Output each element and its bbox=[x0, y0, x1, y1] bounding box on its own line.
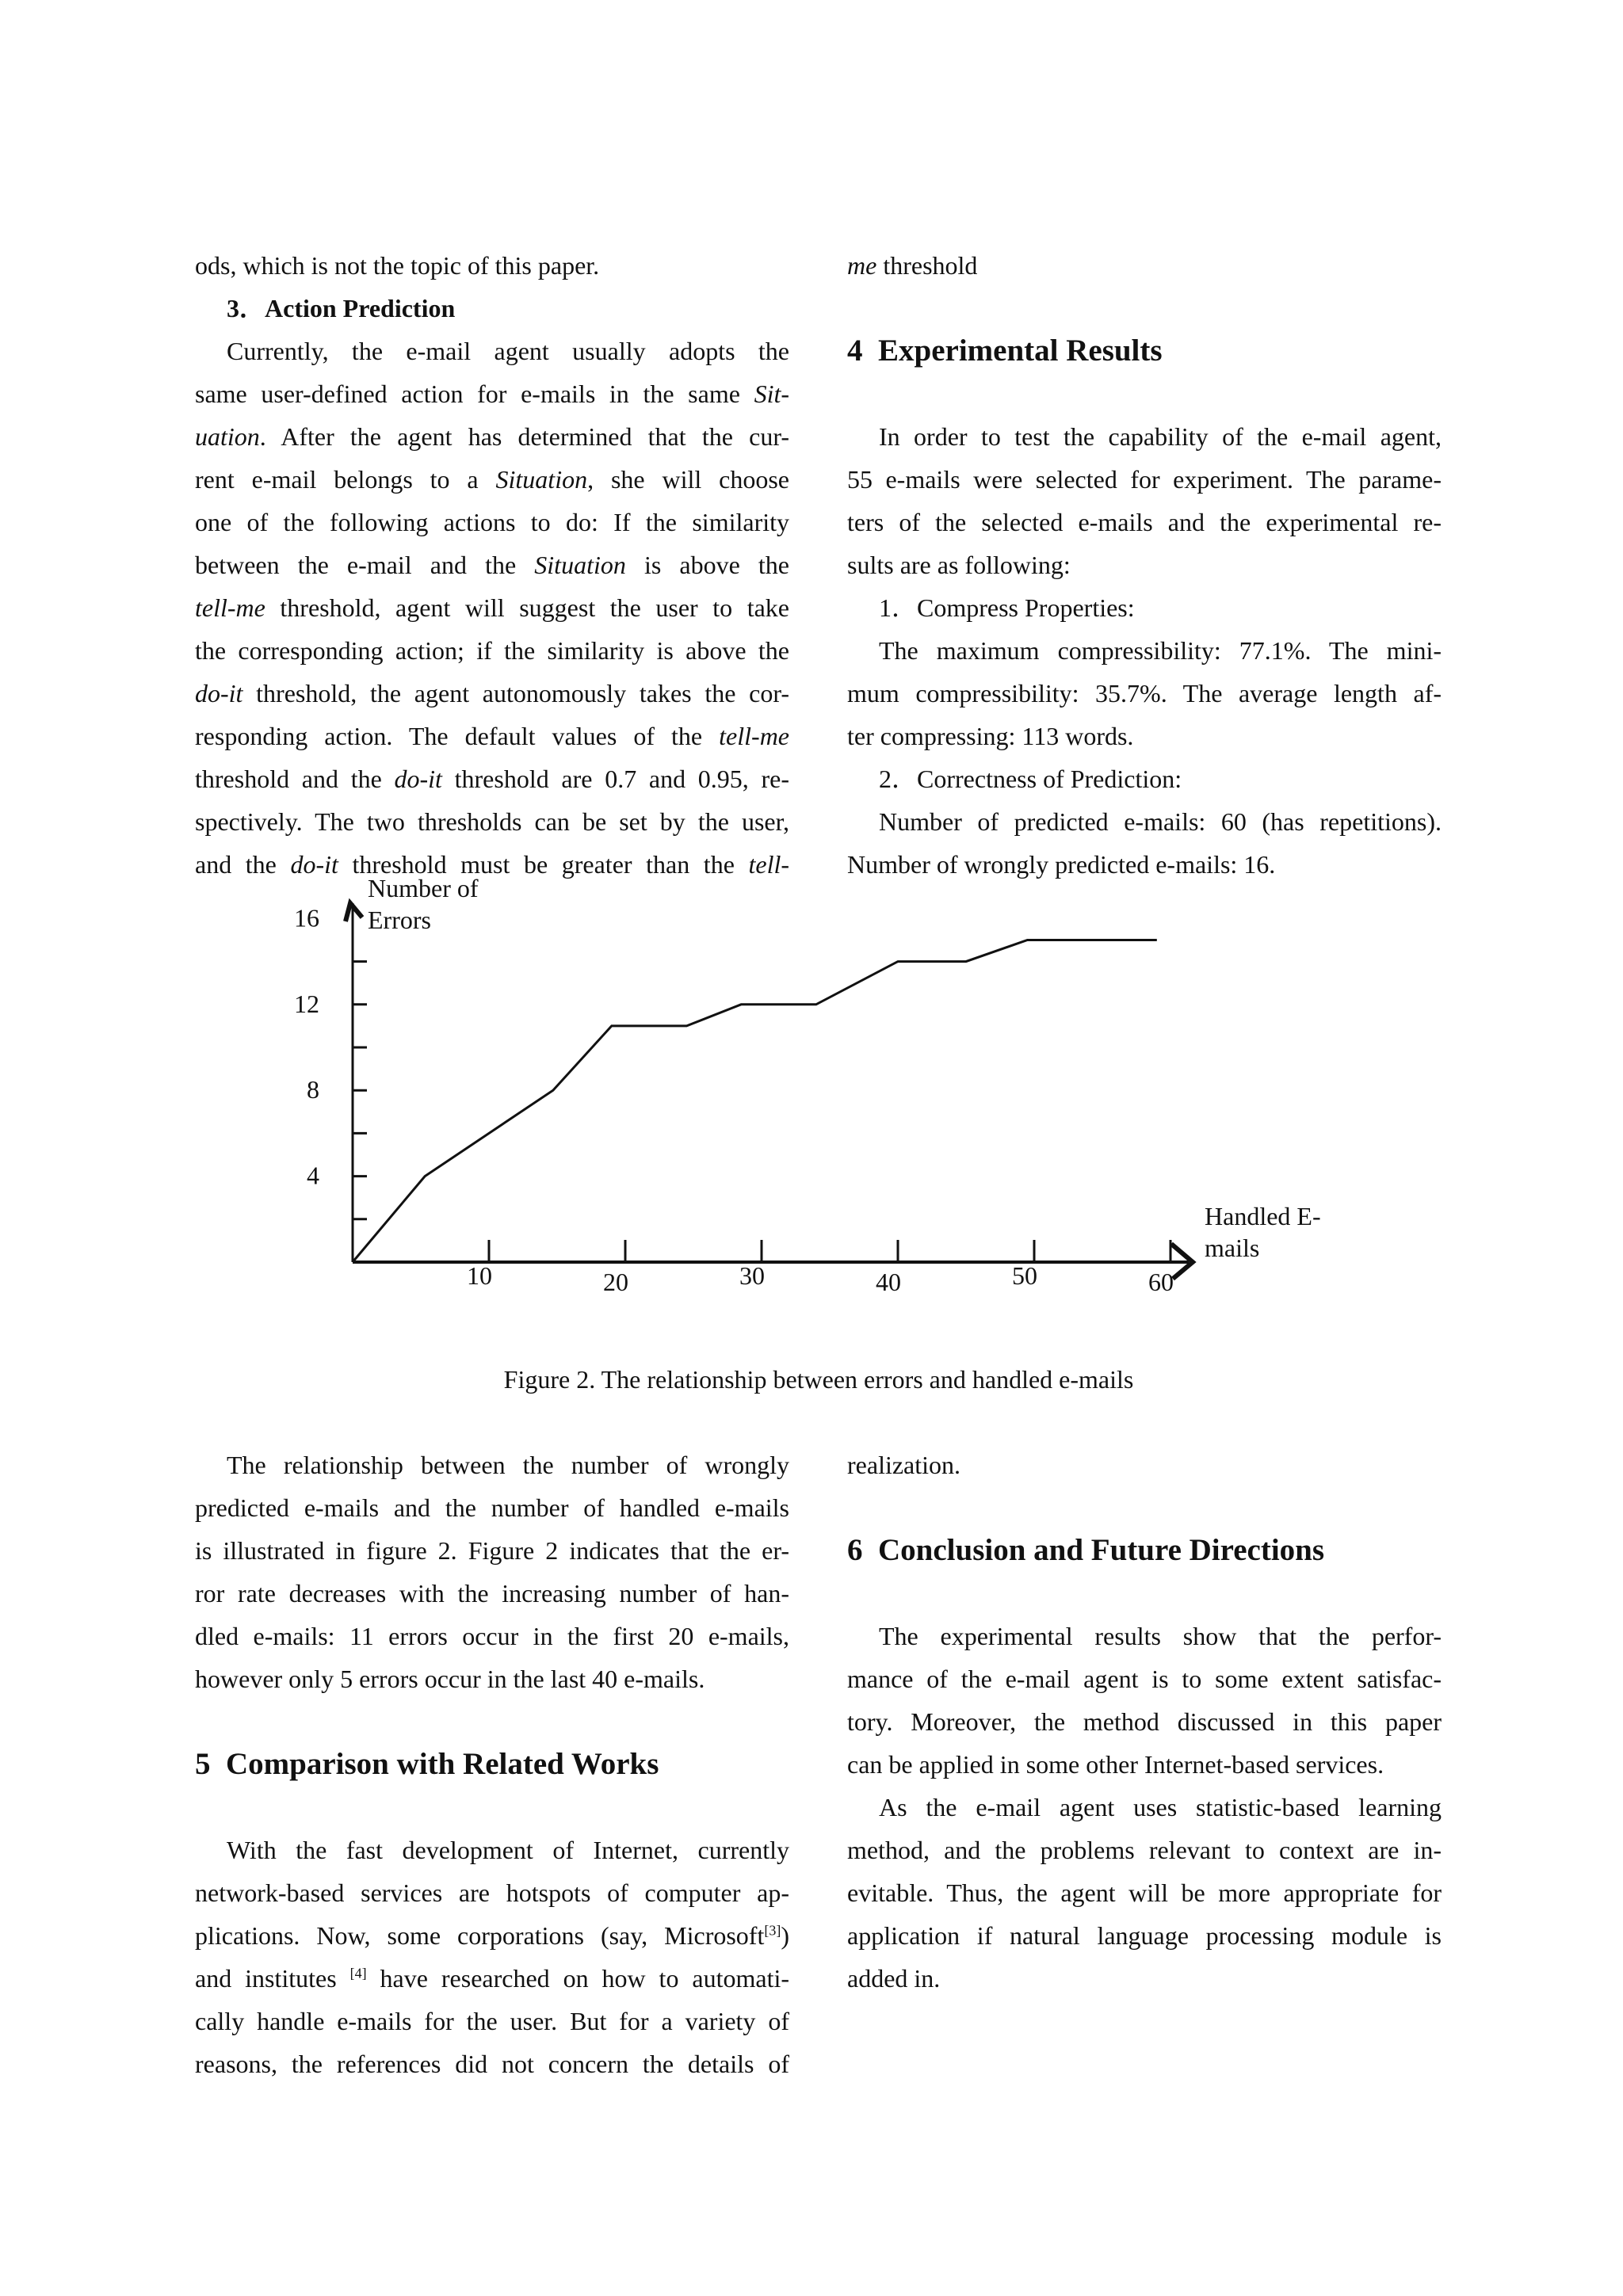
section-title: Conclusion and Future Directions bbox=[878, 1533, 1325, 1567]
text-span: evitable. Thus, the agent will be more appropriate for bbox=[847, 1878, 1442, 1907]
text-span: The experimental results show that the perfor- bbox=[879, 1622, 1442, 1650]
text-span: Number of wrongly predicted e-mails: 16. bbox=[847, 850, 1276, 879]
italic-term: tell-me bbox=[195, 593, 265, 622]
text-line bbox=[195, 1957, 789, 2000]
text-line bbox=[195, 1486, 789, 1529]
text-span: cally handle e-mails for the user. But for a variety of bbox=[195, 2007, 789, 2035]
x-tick-label: 10 bbox=[467, 1261, 492, 1290]
text-span: application if natural language processing module is bbox=[847, 1921, 1442, 1950]
text-span: however only 5 errors occur in the last 40 e-mails. bbox=[195, 1665, 705, 1693]
x-tick-label: 40 bbox=[876, 1268, 901, 1296]
text-line bbox=[847, 1957, 1442, 2000]
text-span: predicted e-mails and the number of handled e-mails bbox=[195, 1493, 789, 1522]
figure-discussion-text bbox=[195, 1444, 789, 1700]
y-tick-label: 12 bbox=[294, 989, 319, 1018]
italic-term: uation bbox=[195, 422, 260, 451]
text-span: tory. Moreover, the method discussed in this paper bbox=[847, 1707, 1442, 1736]
text-span: . After the agent has determined that the cur- bbox=[259, 422, 789, 451]
text-span: can be applied in some other Internet-based services. bbox=[847, 1750, 1384, 1779]
text-line bbox=[847, 1829, 1442, 1871]
y-tick-label: 8 bbox=[307, 1075, 319, 1104]
text-span: 3．Action Prediction bbox=[227, 294, 456, 322]
text-span: between the e-mail and the bbox=[195, 551, 535, 579]
x-tick-label: 60 bbox=[1148, 1268, 1174, 1296]
text-span: sults are as following: bbox=[847, 551, 1071, 579]
errors-series-line bbox=[353, 940, 1157, 1263]
italic-term: Situation bbox=[495, 465, 588, 494]
text-span: threshold are 0.7 and 0.95, re- bbox=[441, 765, 790, 793]
text-span: 1．Compress Properties: bbox=[879, 593, 1135, 622]
text-span: realization. bbox=[847, 1451, 961, 1479]
text-span: is illustrated in figure 2. Figure 2 indicates that the er- bbox=[195, 1536, 789, 1565]
text-line bbox=[847, 1914, 1442, 1957]
related-works-continued-text bbox=[847, 1444, 1442, 1486]
text-line bbox=[847, 1743, 1442, 1786]
text-span: threshold and the bbox=[195, 765, 395, 793]
section-number: 5 bbox=[195, 1747, 211, 1781]
text-span: added in. bbox=[847, 1964, 941, 1993]
text-line bbox=[195, 1572, 789, 1615]
text-span: spectively. The two thresholds can be set by the user, bbox=[195, 807, 789, 836]
section-5-heading bbox=[195, 1743, 659, 1786]
text-span: ter compressing: 113 words. bbox=[847, 722, 1134, 750]
text-span: one of the following actions to do: If the similarity bbox=[195, 508, 789, 536]
text-span: and institutes bbox=[195, 1964, 350, 1993]
section-title: Comparison with Related Works bbox=[226, 1747, 659, 1781]
italic-term: do-it bbox=[290, 850, 338, 879]
text-span: With the fast development of Internet, currently bbox=[227, 1836, 789, 1864]
citation-ref: [3] bbox=[764, 1922, 781, 1939]
text-span: As the e-mail agent uses statistic-based learning bbox=[879, 1793, 1442, 1821]
text-line bbox=[847, 1786, 1442, 1829]
text-span: The maximum compressibility: 77.1%. The mini- bbox=[879, 636, 1442, 665]
text-line bbox=[847, 1700, 1442, 1743]
section-number: 4 bbox=[847, 334, 863, 368]
italic-term: me bbox=[847, 251, 877, 280]
conclusion-paragraph-2 bbox=[847, 1786, 1442, 2000]
text-line bbox=[195, 1615, 789, 1657]
text-line bbox=[195, 1529, 789, 1572]
italic-term: do-it bbox=[195, 679, 243, 707]
text-line bbox=[195, 1871, 789, 1914]
conclusion-paragraph-1 bbox=[847, 1615, 1442, 1786]
text-span: same user-defined action for e-mails in the same bbox=[195, 379, 754, 408]
italic-term: tell- bbox=[748, 850, 789, 879]
text-span: threshold must be greater than the bbox=[338, 850, 749, 879]
text-span: threshold, agent will suggest the user to take bbox=[265, 593, 789, 622]
text-span: the corresponding action; if the similarity is above the bbox=[195, 636, 789, 665]
text-span: have researched on how to automati- bbox=[366, 1964, 790, 1993]
figure-caption: Figure 2. The relationship between errors and handled e-mails bbox=[503, 1365, 1134, 1394]
text-line bbox=[847, 1444, 1442, 1486]
text-span: threshold, the agent autonomously takes the cor- bbox=[242, 679, 789, 707]
text-span: method, and the problems relevant to context are in- bbox=[847, 1836, 1442, 1864]
text-line bbox=[195, 1914, 789, 1957]
section-6-heading bbox=[847, 1529, 1324, 1572]
section-number: 6 bbox=[847, 1533, 863, 1567]
text-span: dled e-mails: 11 errors occur in the first 20 e-mails, bbox=[195, 1622, 789, 1650]
text-span: mance of the e-mail agent is to some extent satisfac- bbox=[847, 1665, 1442, 1693]
x-tick-label: 50 bbox=[1012, 1261, 1037, 1290]
text-line bbox=[847, 1657, 1442, 1700]
italic-term: tell-me bbox=[719, 722, 789, 750]
text-span: mum compressibility: 35.7%. The average length af- bbox=[847, 679, 1442, 707]
text-span: Number of predicted e-mails: 60 (has repetitions). bbox=[879, 807, 1442, 836]
text-span: In order to test the capability of the e-mail agent, bbox=[879, 422, 1442, 451]
citation-ref: [4] bbox=[349, 1965, 367, 1981]
italic-term: Situation bbox=[534, 551, 626, 579]
italic-term: do-it bbox=[394, 765, 442, 793]
text-line bbox=[195, 1829, 789, 1871]
text-line bbox=[847, 1615, 1442, 1657]
y-tick-label: 16 bbox=[294, 903, 319, 933]
text-span: The relationship between the number of wrongly bbox=[227, 1451, 789, 1479]
x-axis-title: mails bbox=[1205, 1234, 1260, 1262]
x-tick-label: 20 bbox=[603, 1268, 628, 1296]
text-span: Currently, the e-mail agent usually adopts the bbox=[227, 337, 789, 365]
text-span: , she will choose bbox=[587, 465, 790, 494]
text-span: rent e-mail belongs to a bbox=[195, 465, 496, 494]
y-axis-title: Number of bbox=[368, 874, 479, 902]
text-span: reasons, the references did not concern the details of bbox=[195, 2050, 789, 2078]
text-span: is above the bbox=[625, 551, 790, 579]
y-axis-title: Errors bbox=[368, 906, 431, 934]
text-span: ods, which is not the topic of this paper. bbox=[195, 251, 600, 280]
text-span: ters of the selected e-mails and the experimental re- bbox=[847, 508, 1442, 536]
text-line bbox=[195, 2042, 789, 2085]
text-span: responding action. The default values of the bbox=[195, 722, 720, 750]
text-span: network-based services are hotspots of computer ap- bbox=[195, 1878, 789, 1907]
text-line bbox=[195, 1657, 789, 1700]
text-span: ror rate decreases with the increasing number of han- bbox=[195, 1579, 789, 1608]
text-line bbox=[195, 2000, 789, 2042]
text-span: ) bbox=[781, 1921, 789, 1950]
section-title: Experimental Results bbox=[878, 334, 1163, 368]
text-span: plications. Now, some corporations (say, Microsoft bbox=[195, 1921, 765, 1950]
text-line bbox=[847, 1871, 1442, 1914]
text-span: 2．Correctness of Prediction: bbox=[879, 765, 1182, 793]
x-tick-label: 30 bbox=[739, 1261, 765, 1290]
text-span: 55 e-mails were selected for experiment. The parame- bbox=[847, 465, 1442, 494]
related-works-text bbox=[195, 1829, 789, 2085]
y-tick-label: 4 bbox=[307, 1161, 319, 1190]
text-span: threshold bbox=[876, 251, 978, 280]
text-line bbox=[195, 1444, 789, 1486]
italic-term: Sit- bbox=[754, 379, 789, 408]
x-axis-title: Handled E- bbox=[1205, 1202, 1321, 1230]
text-span: and the bbox=[195, 850, 291, 879]
